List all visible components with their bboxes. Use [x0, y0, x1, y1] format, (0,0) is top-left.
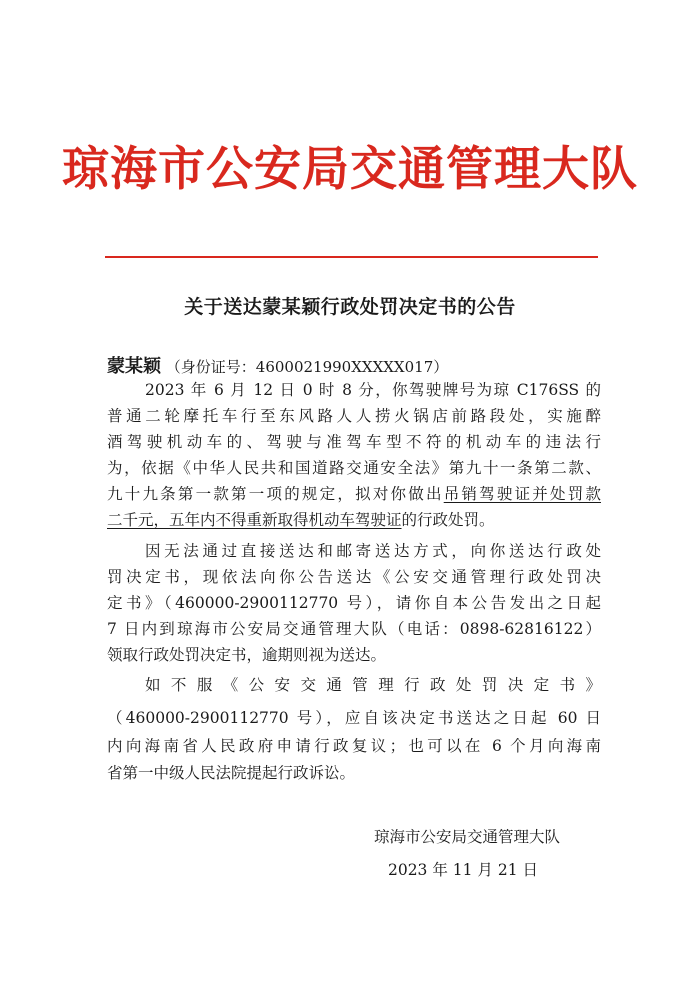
- signature-org: 琼海市公安局交通管理大队: [373, 828, 560, 846]
- para3-line2: （460000-2900112770 号），应自该决定书送达之日起 60 日: [107, 709, 601, 727]
- para1-line5-text: 九十九条第一款第一项的规定，拟对你做出: [107, 485, 444, 503]
- penalty-underlined-2: 二千元，五年内不得重新取得机动车驾驶证: [107, 511, 402, 529]
- para3-line4: 省第一中级人民法院提起行政诉讼。: [107, 764, 356, 782]
- addressee-id: （身份证号：4600021990XXXXX017）: [165, 358, 449, 376]
- para1-line6-text: 的行政处罚。: [401, 511, 495, 529]
- para1-line3: 酒驾驶机动车的、驾驶与准驾车型不符的机动车的违法行: [107, 433, 601, 451]
- addressee: [107, 352, 448, 378]
- para2-line3: 定书》（460000-2900112770 号），请你自本公告发出之日起: [107, 594, 601, 612]
- org-header-title: 琼海市公安局交通管理大队: [62, 142, 638, 197]
- addressee-name: 蒙某颖: [107, 356, 161, 377]
- para2-line2: 罚决定书，现依法向你公告送达《公安交通管理行政处罚决: [107, 568, 601, 586]
- para1-line4: 为，依据《中华人民共和国道路交通安全法》第九十一条第二款、: [107, 459, 601, 477]
- para3-line1: 如不服《公安交通管理行政处罚决定书》: [145, 676, 601, 694]
- para1-line2: 普通二轮摩托车行至东风路人人捞火锅店前路段处，实施醉: [107, 407, 601, 425]
- para1-line5: [107, 481, 601, 507]
- penalty-underlined-1: 吊销驾驶证并处罚款: [443, 485, 601, 503]
- para1-line1: 2023 年 6 月 12 日 0 时 8 分，你驾驶牌号为琼 C176SS 的: [145, 381, 601, 399]
- para2-line1: 因无法通过直接送达和邮寄送达方式，向你送达行政处: [145, 542, 601, 560]
- para2-line4: 7 日内到琼海市公安局交通管理大队（电话：0898-62816122）: [107, 620, 601, 638]
- para1-line6: [107, 507, 601, 533]
- notice-title: 关于送达蒙某颖行政处罚决定书的公告: [184, 296, 516, 318]
- para3-line3: 内向海南省人民政府申请行政复议；也可以在 6 个月向海南: [107, 737, 601, 755]
- para2-line5: 领取行政处罚决定书，逾期则视为送达。: [107, 646, 387, 664]
- header-divider: [105, 256, 598, 258]
- signature-date: 2023 年 11 月 21 日: [387, 861, 538, 879]
